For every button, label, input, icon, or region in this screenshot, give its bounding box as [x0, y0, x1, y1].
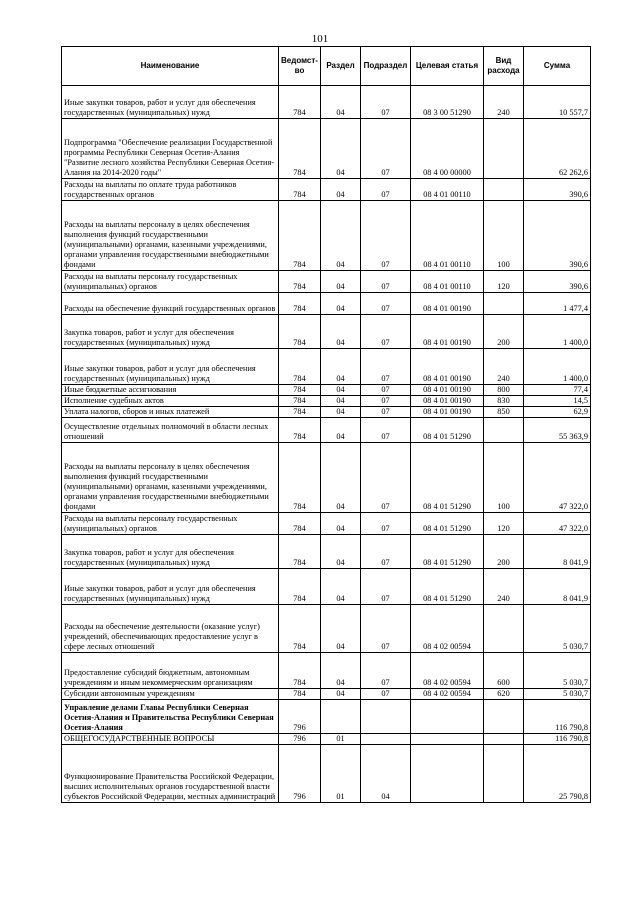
row-subsection-cell: 07 — [361, 349, 411, 385]
row-section-cell: 04 — [321, 605, 361, 653]
row-section-cell: 01 — [321, 734, 361, 745]
row-dept-cell: 796 — [279, 734, 321, 745]
row-section-cell: 04 — [321, 86, 361, 119]
row-type-cell: 600 — [484, 653, 524, 689]
header-section: Раздел — [321, 47, 361, 86]
header-target: Целевая статья — [411, 47, 484, 86]
row-section-cell: 04 — [321, 293, 361, 315]
row-name-cell: Осуществление отдельных полномочий в области лесных отношений — [62, 418, 279, 443]
row-section-cell: 04 — [321, 179, 361, 201]
table-row — [62, 653, 591, 689]
row-section-cell: 04 — [321, 385, 361, 396]
header-dept: Ведомст-во — [279, 47, 321, 86]
table-row — [62, 315, 591, 349]
row-target-cell: 08 4 01 00190 — [411, 349, 484, 385]
row-target-cell — [411, 700, 484, 734]
row-name-cell: Расходы на выплаты персоналу государственных (муниципальных) органов — [62, 271, 279, 293]
row-amount-cell: 8 041,9 — [524, 535, 591, 569]
row-amount-cell: 8 041,9 — [524, 569, 591, 605]
row-dept-cell: 796 — [279, 745, 321, 803]
row-name-cell: Расходы на выплаты персоналу в целях обеспечения выполнения функций государственными (муниципальными) органами, казенными учреждениями, органами управления государственными внебюджетными фондами — [62, 201, 279, 271]
row-dept-cell: 784 — [279, 689, 321, 700]
table-row — [62, 569, 591, 605]
row-amount-cell: 390,6 — [524, 201, 591, 271]
row-type-cell — [484, 293, 524, 315]
row-dept-cell: 784 — [279, 315, 321, 349]
row-dept-cell: 784 — [279, 179, 321, 201]
row-name-cell: Иные закупки товаров, работ и услуг для обеспечения государственных (муниципальных) нужд — [62, 86, 279, 119]
row-dept-cell: 784 — [279, 418, 321, 443]
row-name-cell: Закупка товаров, работ и услуг для обеспечения государственных (муниципальных) нужд — [62, 535, 279, 569]
row-type-cell: 620 — [484, 689, 524, 700]
table-row — [62, 535, 591, 569]
row-amount-cell: 1 400,0 — [524, 349, 591, 385]
row-type-cell: 240 — [484, 569, 524, 605]
row-subsection-cell: 07 — [361, 271, 411, 293]
row-target-cell: 08 4 01 00190 — [411, 396, 484, 407]
row-dept-cell: 784 — [279, 271, 321, 293]
row-target-cell — [411, 745, 484, 803]
row-section-cell — [321, 700, 361, 734]
row-target-cell: 08 4 01 51290 — [411, 535, 484, 569]
row-section-cell: 04 — [321, 689, 361, 700]
table-row — [62, 605, 591, 653]
row-subsection-cell: 07 — [361, 569, 411, 605]
row-dept-cell: 784 — [279, 605, 321, 653]
row-target-cell: 08 4 02 00594 — [411, 653, 484, 689]
row-subsection-cell: 07 — [361, 653, 411, 689]
header-subsection: Подраздел — [361, 47, 411, 86]
table-row — [62, 201, 591, 271]
row-section-cell: 04 — [321, 569, 361, 605]
row-subsection-cell — [361, 734, 411, 745]
row-subsection-cell: 07 — [361, 385, 411, 396]
row-target-cell: 08 4 01 51290 — [411, 443, 484, 513]
row-type-cell: 100 — [484, 443, 524, 513]
row-type-cell: 200 — [484, 315, 524, 349]
row-name-cell: Расходы на обеспечение деятельности (оказание услуг) учреждений, обеспечивающих предоставление услуг в сфере лесных отношений — [62, 605, 279, 653]
row-target-cell: 08 4 02 00594 — [411, 605, 484, 653]
row-subsection-cell: 07 — [361, 535, 411, 569]
row-section-cell: 04 — [321, 119, 361, 179]
page-number: 101 — [311, 33, 329, 45]
row-target-cell: 08 4 01 00190 — [411, 293, 484, 315]
table-row — [62, 385, 591, 396]
row-name-cell: Расходы на обеспечение функций государственных органов — [62, 293, 279, 315]
row-type-cell: 200 — [484, 535, 524, 569]
row-subsection-cell: 07 — [361, 396, 411, 407]
row-section-cell: 04 — [321, 443, 361, 513]
row-dept-cell: 784 — [279, 396, 321, 407]
table-row — [62, 179, 591, 201]
row-type-cell — [484, 119, 524, 179]
row-name-cell: Закупка товаров, работ и услуг для обеспечения государственных (муниципальных) нужд — [62, 315, 279, 349]
row-dept-cell: 784 — [279, 201, 321, 271]
row-section-cell: 04 — [321, 271, 361, 293]
row-subsection-cell: 07 — [361, 407, 411, 418]
table-row — [62, 396, 591, 407]
row-dept-cell: 784 — [279, 293, 321, 315]
row-amount-cell: 1 477,4 — [524, 293, 591, 315]
row-subsection-cell: 07 — [361, 293, 411, 315]
row-amount-cell: 1 400,0 — [524, 315, 591, 349]
row-name-cell: Исполнение судебных актов — [62, 396, 279, 407]
row-target-cell: 08 3 00 51290 — [411, 86, 484, 119]
row-type-cell: 850 — [484, 407, 524, 418]
row-type-cell: 100 — [484, 201, 524, 271]
row-subsection-cell: 07 — [361, 201, 411, 271]
row-name-cell: Расходы на выплаты персоналу государственных (муниципальных) органов — [62, 513, 279, 535]
row-type-cell: 800 — [484, 385, 524, 396]
row-name-cell: ОБЩЕГОСУДАРСТВЕННЫЕ ВОПРОСЫ — [62, 734, 279, 745]
row-dept-cell: 784 — [279, 86, 321, 119]
row-target-cell — [411, 734, 484, 745]
row-target-cell: 08 4 01 51290 — [411, 418, 484, 443]
row-subsection-cell: 07 — [361, 443, 411, 513]
row-name-cell: Субсидии автономным учреждениям — [62, 689, 279, 700]
row-type-cell: 120 — [484, 513, 524, 535]
row-subsection-cell: 04 — [361, 745, 411, 803]
row-type-cell: 240 — [484, 349, 524, 385]
row-subsection-cell: 07 — [361, 315, 411, 349]
row-name-cell: Подпрограмма "Обеспечение реализации Государственной программы Республики Северная Осетия-Алания "Развитие лесного хозяйства Республики Северная Осетия-Алания на 2014-2020 годы" — [62, 119, 279, 179]
table-row — [62, 745, 591, 803]
row-amount-cell: 5 030,7 — [524, 689, 591, 700]
row-dept-cell: 784 — [279, 513, 321, 535]
row-subsection-cell: 07 — [361, 689, 411, 700]
row-target-cell: 08 4 01 00110 — [411, 179, 484, 201]
row-section-cell: 04 — [321, 396, 361, 407]
row-target-cell: 08 4 01 00190 — [411, 315, 484, 349]
row-section-cell: 04 — [321, 513, 361, 535]
row-amount-cell: 62,9 — [524, 407, 591, 418]
row-amount-cell: 390,6 — [524, 271, 591, 293]
row-subsection-cell: 07 — [361, 418, 411, 443]
table-row — [62, 271, 591, 293]
row-target-cell: 08 4 01 00110 — [411, 201, 484, 271]
header-name: Наименование — [62, 47, 279, 86]
row-subsection-cell — [361, 700, 411, 734]
row-amount-cell: 25 790,8 — [524, 745, 591, 803]
row-name-cell: Иные бюджетные ассигнования — [62, 385, 279, 396]
table-row — [62, 418, 591, 443]
table-row — [62, 513, 591, 535]
row-name-cell: Иные закупки товаров, работ и услуг для обеспечения государственных (муниципальных) нужд — [62, 349, 279, 385]
row-target-cell: 08 4 02 00594 — [411, 689, 484, 700]
row-name-cell: Предоставление субсидий бюджетным, автономным учреждениям и иным некоммерческим организациям — [62, 653, 279, 689]
row-amount-cell: 5 030,7 — [524, 653, 591, 689]
row-amount-cell: 62 262,6 — [524, 119, 591, 179]
row-section-cell: 04 — [321, 535, 361, 569]
row-dept-cell: 784 — [279, 119, 321, 179]
row-section-cell: 04 — [321, 349, 361, 385]
row-target-cell: 08 4 01 51290 — [411, 569, 484, 605]
row-type-cell: 830 — [484, 396, 524, 407]
row-section-cell: 04 — [321, 418, 361, 443]
row-subsection-cell: 07 — [361, 605, 411, 653]
table-row — [62, 293, 591, 315]
row-dept-cell: 784 — [279, 443, 321, 513]
header-amount: Сумма — [524, 47, 591, 86]
row-name-cell: Расходы на выплаты по оплате труда работников государственных органов — [62, 179, 279, 201]
row-section-cell: 04 — [321, 653, 361, 689]
row-amount-cell: 5 030,7 — [524, 605, 591, 653]
header-expense-type: Вид расхода — [484, 47, 524, 86]
table-row — [62, 734, 591, 745]
row-name-cell: Расходы на выплаты персоналу в целях обеспечения выполнения функций государственными (муниципальными) органами, казенными учреждениями, органами управления государственными внебюджетными фондами — [62, 443, 279, 513]
row-dept-cell: 784 — [279, 653, 321, 689]
row-amount-cell: 116 790,8 — [524, 700, 591, 734]
row-amount-cell: 47 322,0 — [524, 513, 591, 535]
row-name-cell: Функционирование Правительства Российской Федерации, высших исполнительных органов государственной власти субъектов Российской Федерации, местных администраций — [62, 745, 279, 803]
row-subsection-cell: 07 — [361, 179, 411, 201]
row-target-cell: 08 4 01 51290 — [411, 513, 484, 535]
row-type-cell — [484, 179, 524, 201]
row-name-cell: Управление делами Главы Республики Северная Осетия-Алания и Правительства Республики Северная Осетия-Алания — [62, 700, 279, 734]
row-type-cell — [484, 418, 524, 443]
row-name-cell: Уплата налогов, сборов и иных платежей — [62, 407, 279, 418]
row-target-cell: 08 4 00 00000 — [411, 119, 484, 179]
row-dept-cell: 796 — [279, 700, 321, 734]
row-subsection-cell: 07 — [361, 86, 411, 119]
row-dept-cell: 784 — [279, 349, 321, 385]
row-subsection-cell: 07 — [361, 513, 411, 535]
row-section-cell: 04 — [321, 315, 361, 349]
row-type-cell — [484, 700, 524, 734]
row-section-cell: 01 — [321, 745, 361, 803]
row-type-cell — [484, 745, 524, 803]
table-row — [62, 689, 591, 700]
budget-table — [61, 46, 591, 803]
row-section-cell: 04 — [321, 201, 361, 271]
row-amount-cell: 116 790,8 — [524, 734, 591, 745]
row-target-cell: 08 4 01 00190 — [411, 407, 484, 418]
table-row — [62, 443, 591, 513]
row-type-cell — [484, 605, 524, 653]
table-row — [62, 349, 591, 385]
table-body — [62, 86, 591, 803]
row-amount-cell: 390,6 — [524, 179, 591, 201]
row-name-cell: Иные закупки товаров, работ и услуг для обеспечения государственных (муниципальных) нужд — [62, 569, 279, 605]
row-type-cell: 120 — [484, 271, 524, 293]
table-row — [62, 700, 591, 734]
row-amount-cell: 77,4 — [524, 385, 591, 396]
table-header-row — [62, 47, 591, 86]
row-dept-cell: 784 — [279, 535, 321, 569]
row-dept-cell: 784 — [279, 385, 321, 396]
row-dept-cell: 784 — [279, 569, 321, 605]
row-amount-cell: 14,5 — [524, 396, 591, 407]
table-row — [62, 86, 591, 119]
row-type-cell — [484, 734, 524, 745]
row-subsection-cell: 07 — [361, 119, 411, 179]
row-amount-cell: 55 363,9 — [524, 418, 591, 443]
row-target-cell: 08 4 01 00110 — [411, 271, 484, 293]
row-amount-cell: 47 322,0 — [524, 443, 591, 513]
row-section-cell: 04 — [321, 407, 361, 418]
row-type-cell: 240 — [484, 86, 524, 119]
row-amount-cell: 10 557,7 — [524, 86, 591, 119]
table-row — [62, 119, 591, 179]
table-row — [62, 407, 591, 418]
row-target-cell: 08 4 01 00190 — [411, 385, 484, 396]
row-dept-cell: 784 — [279, 407, 321, 418]
